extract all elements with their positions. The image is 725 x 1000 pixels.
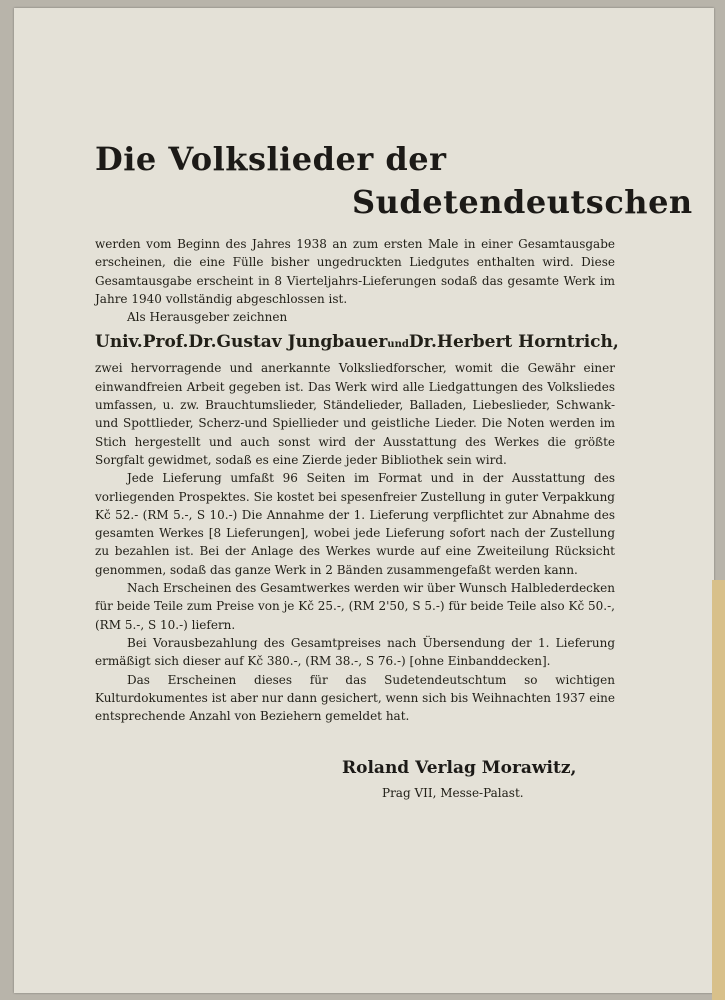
paragraph-1: zwei hervorragende und anerkannte Volksliedforscher, womit die Gewähr einer einwandfreien Arbeit gegeben ist. Das Werk wird alle Liedgattungen des Volksliedes umfassen, u. zw. Brauchtumslieder, Ständelieder, Balladen, Liebeslieder, Schwank-und Spottlieder, Scherz-und Spiellieder und geistliche Lieder. Die Noten werden im Stich hergestellt und auch sonst wird der Ausstattung des Werkes die größte Sorgfalt gewidmet, sodaß es eine Zierde jeder Bibliothek sein wird. xyxy=(95,361,615,467)
editors-intro: Als Herausgeber zeichnen xyxy=(127,310,288,325)
editors-line xyxy=(95,331,619,356)
paragraph-4: Bei Vorausbezahlung des Gesamtpreises nach Übersendung der 1. Lieferung ermäßigt sich dieser auf Kč 380.-, (RM 38.-, S 76.-) [ohne Einbanddecken]. xyxy=(95,635,615,669)
editor-1: Univ.Prof.Dr.Gustav Jungbauer xyxy=(95,332,388,353)
title-line-2: Sudetendeutschen xyxy=(352,183,693,221)
paragraph-2: Jede Lieferung umfaßt 96 Seiten im Format und in der Ausstattung des vorliegenden Prospektes. Sie kostet bei spesenfreier Zustellung in guter Verpakkung Kč 52.- (RM 5.-, S 10.-) Die Annahme der 1. Lieferung verpflichtet zur Abnahme des gesamten Werkes [8 Lieferungen], wobei jede Lieferung sofort nach der Zustellung zu bezahlen ist. Bei der Anlage des Werkes wurde auf eine Zweiteilung Rücksicht genommen, sodaß das ganze Werk in 2 Bänden zusammengefaßt werden kann. xyxy=(95,471,615,577)
publisher-name: Roland Verlag Morawitz, xyxy=(342,758,577,778)
publisher-address: Prag VII, Messe-Palast. xyxy=(382,786,524,800)
body-text xyxy=(95,235,619,725)
paragraph-5: Das Erscheinen dieses für das Sudetendeutschtum so wichtigen Kulturdokumentes ist aber nur dann gesichert, wenn sich bis Weihnachten 1937 eine entsprechende Anzahl von Beziehern gemeldet hat. xyxy=(95,672,615,724)
editors-und: und xyxy=(387,339,409,351)
editor-2: Dr.Herbert Horntrich, xyxy=(408,332,619,353)
intro-paragraph: werden vom Beginn des Jahres 1938 an zum ersten Male in einer Gesamtausgabe erscheinen, die eine Fülle bisher ungedruckten Liedgutes enthalten wird. Diese Gesamtausgabe erscheint in 8 Vierteljahrs-Lieferungen sodaß das gesamte Werk im Jahre 1940 vollständig abgeschlossen ist. xyxy=(95,237,615,306)
page-edge-tab xyxy=(712,580,725,1000)
title-line-1: Die Volkslieder der xyxy=(95,140,447,178)
paragraph-3: Nach Erscheinen des Gesamtwerkes werden wir über Wunsch Halblederdecken für beide Teile zum Preise von je Kč 25.-, (RM 2'50, S 5.-) für beide Teile also Kč 50.-, (RM 5.-, S 10.-) liefern. xyxy=(95,581,615,632)
